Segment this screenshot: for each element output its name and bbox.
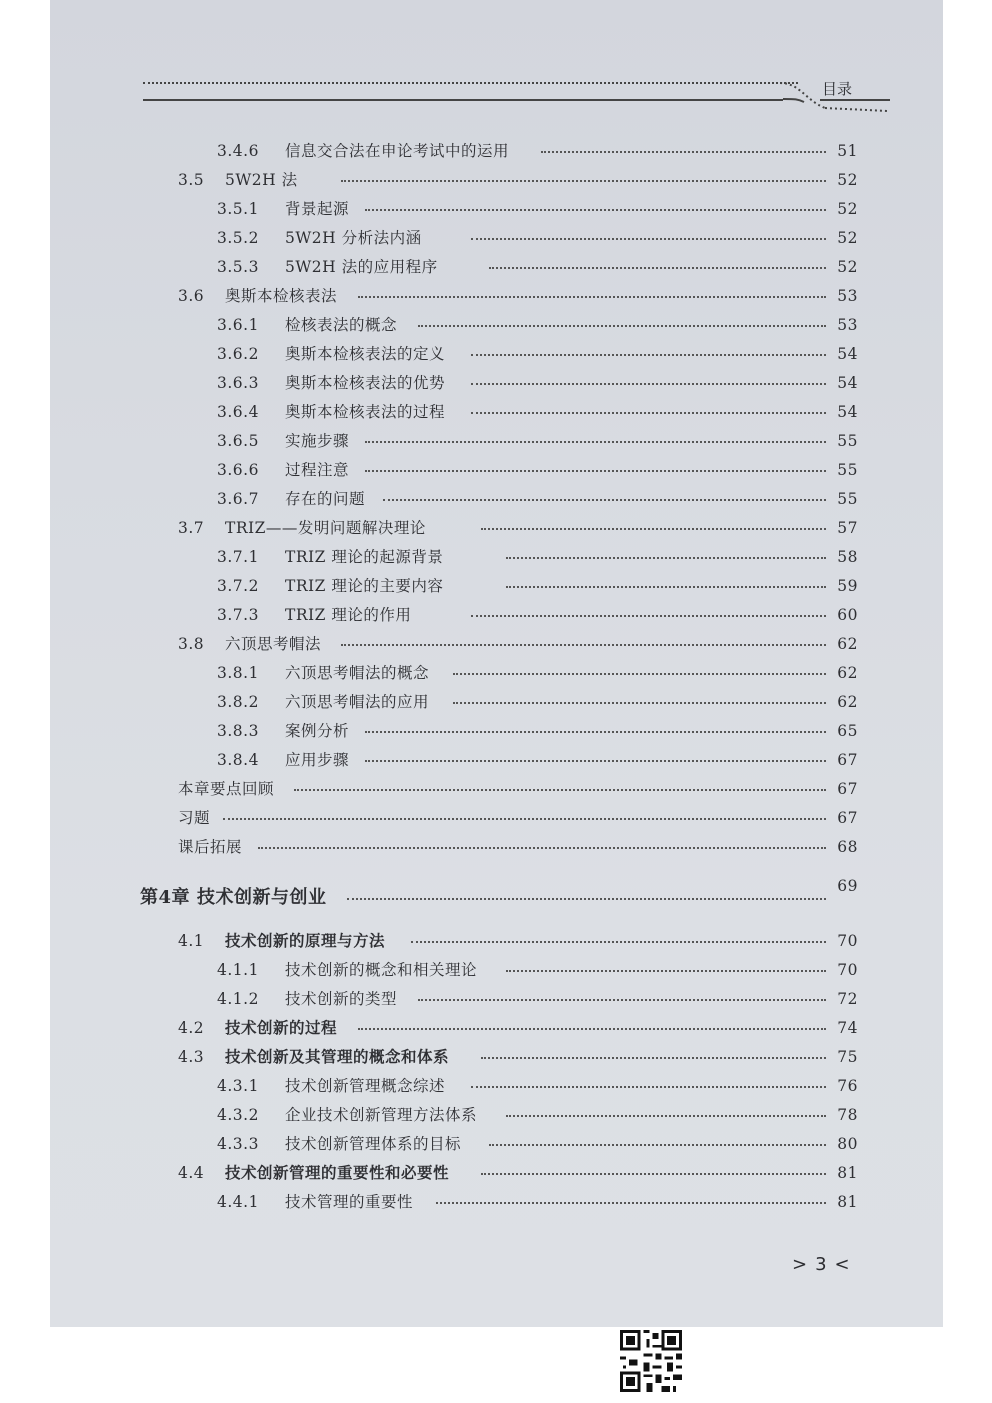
toc-entry-title: 存在的问题 [285, 490, 366, 508]
toc-dot-leader [471, 371, 826, 395]
toc-entry [0, 777, 992, 801]
toc-entry-page: 57 [837, 519, 858, 537]
toc-entry-number: 4.4.1 [217, 1193, 259, 1211]
toc-entry-number: 3.8.4 [217, 751, 259, 769]
toc-dot-leader [481, 516, 826, 540]
toc-entry-number: 3.4.6 [217, 142, 259, 160]
toc-entry-page: 62 [837, 635, 858, 653]
toc-dot-leader [506, 958, 826, 982]
toc-entry [0, 139, 992, 163]
toc-entry-page: 55 [837, 490, 858, 508]
toc-entry [0, 1103, 992, 1127]
toc-entry-page: 51 [837, 142, 858, 160]
qr-code-icon [620, 1330, 682, 1392]
toc-entry [0, 371, 992, 395]
toc-entry [0, 632, 992, 656]
toc-dot-leader [471, 400, 826, 424]
toc-entry [0, 719, 992, 743]
toc-entry-page: 53 [837, 287, 858, 305]
toc-entry-title: 应用步骤 [285, 751, 350, 769]
toc-dot-leader [489, 255, 826, 279]
toc-entry [0, 342, 992, 366]
toc-dot-leader [471, 342, 826, 366]
toc-dot-leader [471, 1074, 826, 1098]
toc-entry-title: 案例分析 [285, 722, 350, 740]
toc-entry-page: 80 [837, 1135, 858, 1153]
toc-entry-title: 信息交合法在申论考试中的运用 [285, 142, 510, 160]
toc-entry-page: 81 [837, 1164, 858, 1182]
toc-dot-leader [294, 777, 826, 801]
toc-entry [0, 487, 992, 511]
toc-dot-leader [341, 632, 826, 656]
toc-entry-page: 67 [837, 780, 858, 798]
toc-entry-page: 67 [837, 809, 858, 827]
toc-entry-number: 4.3.2 [217, 1106, 259, 1124]
toc-entry-title: 课后拓展 [178, 838, 243, 856]
toc-entry [0, 748, 992, 772]
toc-entry-title: 六顶思考帽法的应用 [285, 693, 430, 711]
toc-entry [0, 284, 992, 308]
toc-dot-leader [471, 226, 826, 250]
toc-entry-number: 3.5.2 [217, 229, 259, 247]
toc-entry-number: 4.3 [178, 1048, 205, 1066]
toc-entry-page: 70 [837, 932, 858, 950]
toc-entry-title: 企业技术创新管理方法体系 [285, 1106, 478, 1124]
toc-dot-leader [365, 748, 826, 772]
toc-entry-number: 3.8.1 [217, 664, 259, 682]
toc-dot-leader [481, 1161, 826, 1185]
toc-entry-title: 5W2H 法 [225, 171, 298, 189]
folio-left-mark: > [792, 1254, 816, 1275]
toc-entry-title: 背景起源 [285, 200, 350, 218]
toc-entry [0, 458, 992, 482]
toc-entry-number: 3.8 [178, 635, 205, 653]
toc-dot-leader [358, 1016, 826, 1040]
toc-entry-number: 3.8.3 [217, 722, 259, 740]
toc-dot-leader [481, 1045, 826, 1069]
toc-entry-page: 54 [837, 403, 858, 421]
folio-right-mark: < [834, 1254, 858, 1275]
toc-entry-page: 55 [837, 432, 858, 450]
toc-entry-page: 75 [837, 1048, 858, 1066]
toc-entry-page: 69 [837, 877, 858, 895]
toc-entry-number: 3.8.2 [217, 693, 259, 711]
toc-entry-title: 奥斯本检核表法的优势 [285, 374, 446, 392]
toc-entry-page: 58 [837, 548, 858, 566]
toc-entry-page: 52 [837, 200, 858, 218]
toc-entry [0, 400, 992, 424]
toc-entry-number: 3.7.2 [217, 577, 259, 595]
header-title: 目录 [822, 80, 853, 98]
toc-entry-number: 4.1 [178, 932, 205, 950]
toc-entry-title: 技术创新与创业 [197, 887, 327, 908]
toc-entry-title: 技术创新及其管理的概念和体系 [225, 1047, 450, 1066]
toc-entry-page: 52 [837, 171, 858, 189]
toc-entry-number: 3.6.2 [217, 345, 259, 363]
toc-entry-title: 技术创新的类型 [285, 990, 398, 1008]
toc-entry [0, 1016, 992, 1040]
toc-dot-leader [436, 1190, 826, 1214]
toc-entry [0, 1161, 992, 1185]
toc-entry-title: 奥斯本检核表法的过程 [285, 403, 446, 421]
toc-entry-title: TRIZ 理论的主要内容 [285, 577, 444, 595]
toc-entry [0, 197, 992, 221]
toc-entry [0, 1132, 992, 1156]
toc-entry-title: 技术管理的重要性 [285, 1193, 414, 1211]
toc-entry-page: 60 [837, 606, 858, 624]
toc-entry [0, 313, 992, 337]
page-folio [792, 1254, 858, 1275]
toc-entry-title: 奥斯本检核表法的定义 [285, 345, 446, 363]
toc-entry-page: 81 [837, 1193, 858, 1211]
toc-entry-number: 3.6.4 [217, 403, 259, 421]
toc-dot-leader [471, 603, 826, 627]
toc-dot-leader [347, 886, 826, 910]
toc-entry-title: 过程注意 [285, 461, 350, 479]
toc-dot-leader [453, 690, 826, 714]
toc-entry-page: 53 [837, 316, 858, 334]
toc-dot-leader [506, 545, 826, 569]
toc-entry [0, 806, 992, 830]
toc-entry-page: 52 [837, 258, 858, 276]
toc-entry-number: 3.7.3 [217, 606, 259, 624]
toc-entry-number: 3.6.3 [217, 374, 259, 392]
toc-dot-leader [506, 1103, 826, 1127]
toc-dot-leader [365, 719, 826, 743]
toc-entry [0, 1074, 992, 1098]
toc-entry-number: 3.5.3 [217, 258, 259, 276]
toc-entry-title: 六顶思考帽法的概念 [285, 664, 430, 682]
toc-entry-page: 54 [837, 374, 858, 392]
toc-entry [0, 516, 992, 540]
toc-entry [0, 574, 992, 598]
toc-entry-title: 技术创新管理体系的目标 [285, 1135, 462, 1153]
toc-entry-title: 实施步骤 [285, 432, 350, 450]
toc-entry-title: 技术创新的概念和相关理论 [285, 961, 478, 979]
toc-entry-title: 检核表法的概念 [285, 316, 398, 334]
toc-dot-leader [223, 806, 826, 830]
toc-entry-page: 68 [837, 838, 858, 856]
toc-entry-page: 54 [837, 345, 858, 363]
toc-entry [0, 545, 992, 569]
toc-entry-title: 本章要点回顾 [178, 780, 275, 798]
toc-entry-title: 5W2H 法的应用程序 [285, 258, 438, 276]
toc-entry-number: 3.7 [178, 519, 205, 537]
toc-entry-number: 3.5 [178, 171, 205, 189]
toc-entry-number: 3.6.5 [217, 432, 259, 450]
toc-entry-page: 52 [837, 229, 858, 247]
toc-entry [0, 1045, 992, 1069]
page-number: 3 [815, 1254, 835, 1275]
toc-entry-number: 4.3.3 [217, 1135, 259, 1153]
toc-entry-page: 67 [837, 751, 858, 769]
toc-chapter-entry [0, 877, 992, 910]
toc-entry-number: 3.7.1 [217, 548, 259, 566]
toc-dot-leader [365, 429, 826, 453]
toc-entry [0, 168, 992, 192]
toc-entry-title: 习题 [178, 809, 211, 827]
toc-dot-leader [453, 661, 826, 685]
toc-entry-page: 72 [837, 990, 858, 1008]
toc-entry-page: 70 [837, 961, 858, 979]
toc-entry-page: 65 [837, 722, 858, 740]
toc-dot-leader [383, 487, 826, 511]
toc-entry-title: 技术创新管理的重要性和必要性 [225, 1163, 450, 1182]
toc-entry-title: 技术创新管理概念综述 [285, 1077, 446, 1095]
toc-dot-leader [358, 284, 826, 308]
toc-entry [0, 226, 992, 250]
toc-entry-number: 4.1.1 [217, 961, 259, 979]
toc-entry-title: 5W2H 分析法内涵 [285, 229, 422, 247]
toc-entry [0, 429, 992, 453]
toc-entry-number: 3.6.6 [217, 461, 259, 479]
toc-dot-leader [411, 929, 826, 953]
toc-entry-title: TRIZ 理论的作用 [285, 606, 412, 624]
toc-entry-number: 4.4 [178, 1164, 205, 1182]
toc-dot-leader [418, 987, 826, 1011]
toc-entry-page: 74 [837, 1019, 858, 1037]
toc-dot-leader [341, 168, 826, 192]
toc-entry-page: 59 [837, 577, 858, 595]
toc-entry-number: 第4章 [140, 887, 191, 908]
toc-entry [0, 603, 992, 627]
toc-entry-number: 3.5.1 [217, 200, 259, 218]
toc-entry [0, 255, 992, 279]
toc-entry-title: TRIZ——发明问题解决理论 [225, 519, 426, 537]
toc-entry-number: 4.1.2 [217, 990, 259, 1008]
toc-entry-page: 76 [837, 1077, 858, 1095]
header-dotted-rule [143, 82, 798, 84]
toc-dot-leader [365, 458, 826, 482]
toc-entry [0, 987, 992, 1011]
toc-dot-leader [506, 574, 826, 598]
toc-dot-leader [365, 197, 826, 221]
toc-entry-title: 奥斯本检核表法 [225, 287, 338, 305]
toc-entry-title: 技术创新的原理与方法 [225, 931, 386, 950]
toc-entry [0, 958, 992, 982]
toc-entry [0, 1190, 992, 1214]
toc-dot-leader [541, 139, 826, 163]
toc-entry-number: 3.6.1 [217, 316, 259, 334]
toc-entry-title: TRIZ 理论的起源背景 [285, 548, 444, 566]
toc-entry [0, 929, 992, 953]
toc-entry [0, 661, 992, 685]
toc-dot-leader [489, 1132, 826, 1156]
toc-dot-leader [418, 313, 826, 337]
toc-entry-page: 78 [837, 1106, 858, 1124]
toc-entry-number: 3.6 [178, 287, 205, 305]
toc-entry-page: 55 [837, 461, 858, 479]
toc-entry [0, 835, 992, 859]
toc-entry-page: 62 [837, 664, 858, 682]
toc-entry-page: 62 [837, 693, 858, 711]
toc-entry-title: 六顶思考帽法 [225, 635, 322, 653]
toc-entry-number: 4.2 [178, 1019, 205, 1037]
header-solid-rule [143, 99, 783, 101]
toc-entry-number: 3.6.7 [217, 490, 259, 508]
toc-entry-title: 技术创新的过程 [225, 1018, 338, 1037]
toc-dot-leader [258, 835, 826, 859]
toc-entry-number: 4.3.1 [217, 1077, 259, 1095]
toc-entry [0, 690, 992, 714]
